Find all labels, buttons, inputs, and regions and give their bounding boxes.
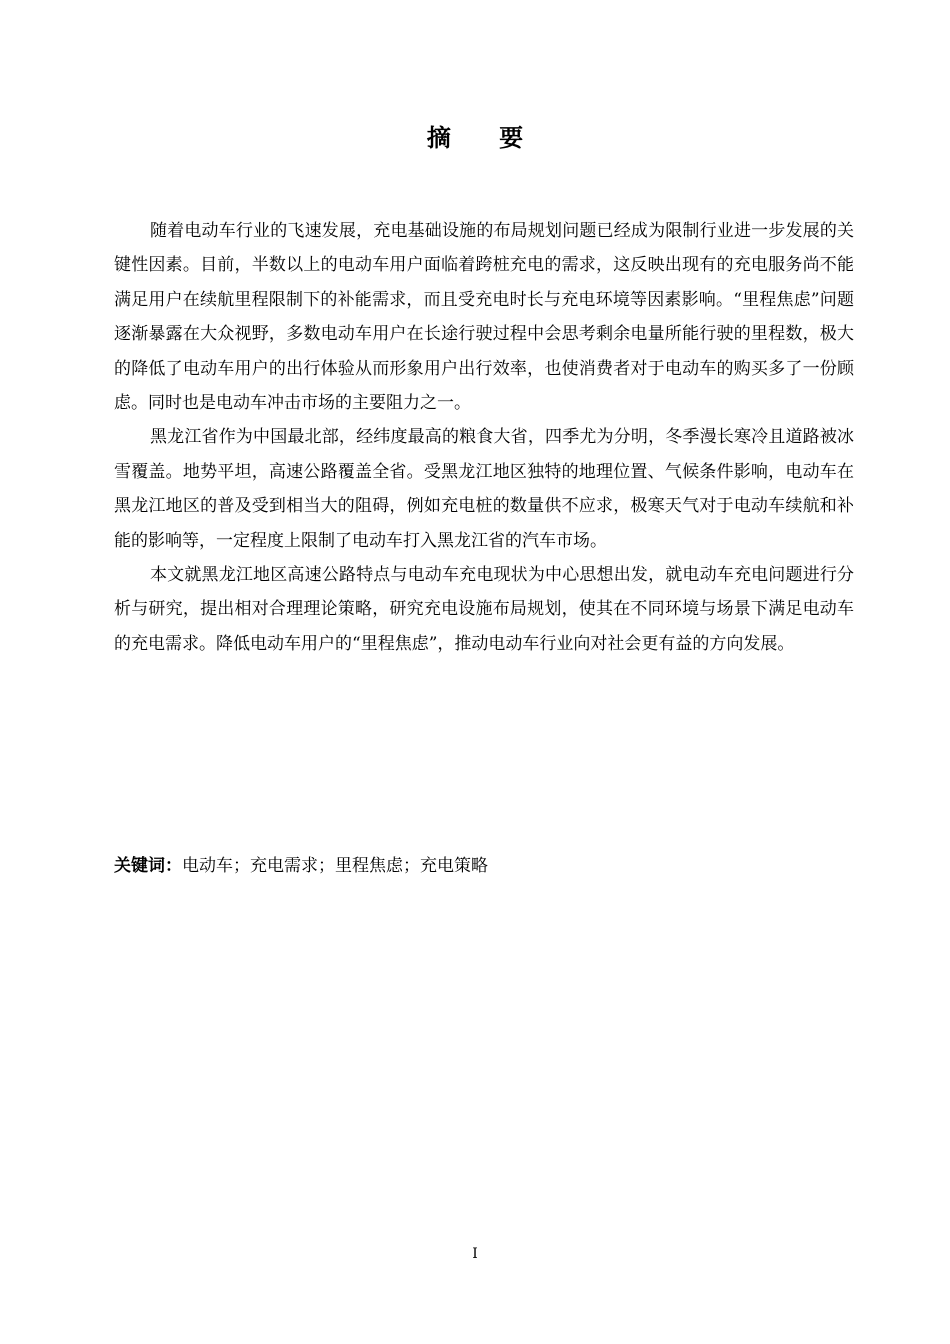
- keywords-line: [114, 850, 854, 882]
- abstract-paragraph-2: 黑龙江省作为中国最北部，经纬度最高的粮食大省，四季尤为分明，冬季漫长寒冷且道路被冰雪覆盖。地势平坦，高速公路覆盖全省。受黑龙江地区独特的地理位置、气候条件影响，电动车在黑龙江地区的普及受到相当大的阻碍，例如充电桩的数量供不应求，极寒天气对于电动车续航和补能的影响等，一定程度上限制了电动车打入黑龙江省的汽车市场。: [114, 427, 854, 551]
- keywords-label: 关键词：: [114, 856, 182, 876]
- abstract-title: 摘 要: [426, 123, 544, 152]
- page-number: I: [472, 1246, 478, 1262]
- abstract-paragraph-3: 本文就黑龙江地区高速公路特点与电动车充电现状为中心思想出发，就电动车充电问题进行分析与研究，提出相对合理理论策略，研究充电设施布局规划，使其在不同环境与场景下满足电动车的充电需求。降低电动车用户的“里程焦虑”，推动电动车行业向对社会更有益的方向发展。: [114, 565, 854, 654]
- abstract-paragraph-1: 随着电动车行业的飞速发展，充电基础设施的布局规划问题已经成为限制行业进一步发展的关键性因素。目前，半数以上的电动车用户面临着跨桩充电的需求，这反映出现有的充电服务尚不能满足用户在续航里程限制下的补能需求，而且受充电时长与充电环境等因素影响。“里程焦虑”问题逐渐暴露在大众视野，多数电动车用户在长途行驶过程中会思考剩余电量所能行驶的里程数，极大的降低了电动车用户的出行体验从而形象用户出行效率，也使消费者对于电动车的购买多了一份顾虑。同时也是电动车冲击市场的主要阻力之一。: [114, 221, 854, 414]
- abstract-body: [114, 214, 854, 661]
- keywords-list: 电动车；充电需求；里程焦虑；充电策略: [182, 856, 488, 876]
